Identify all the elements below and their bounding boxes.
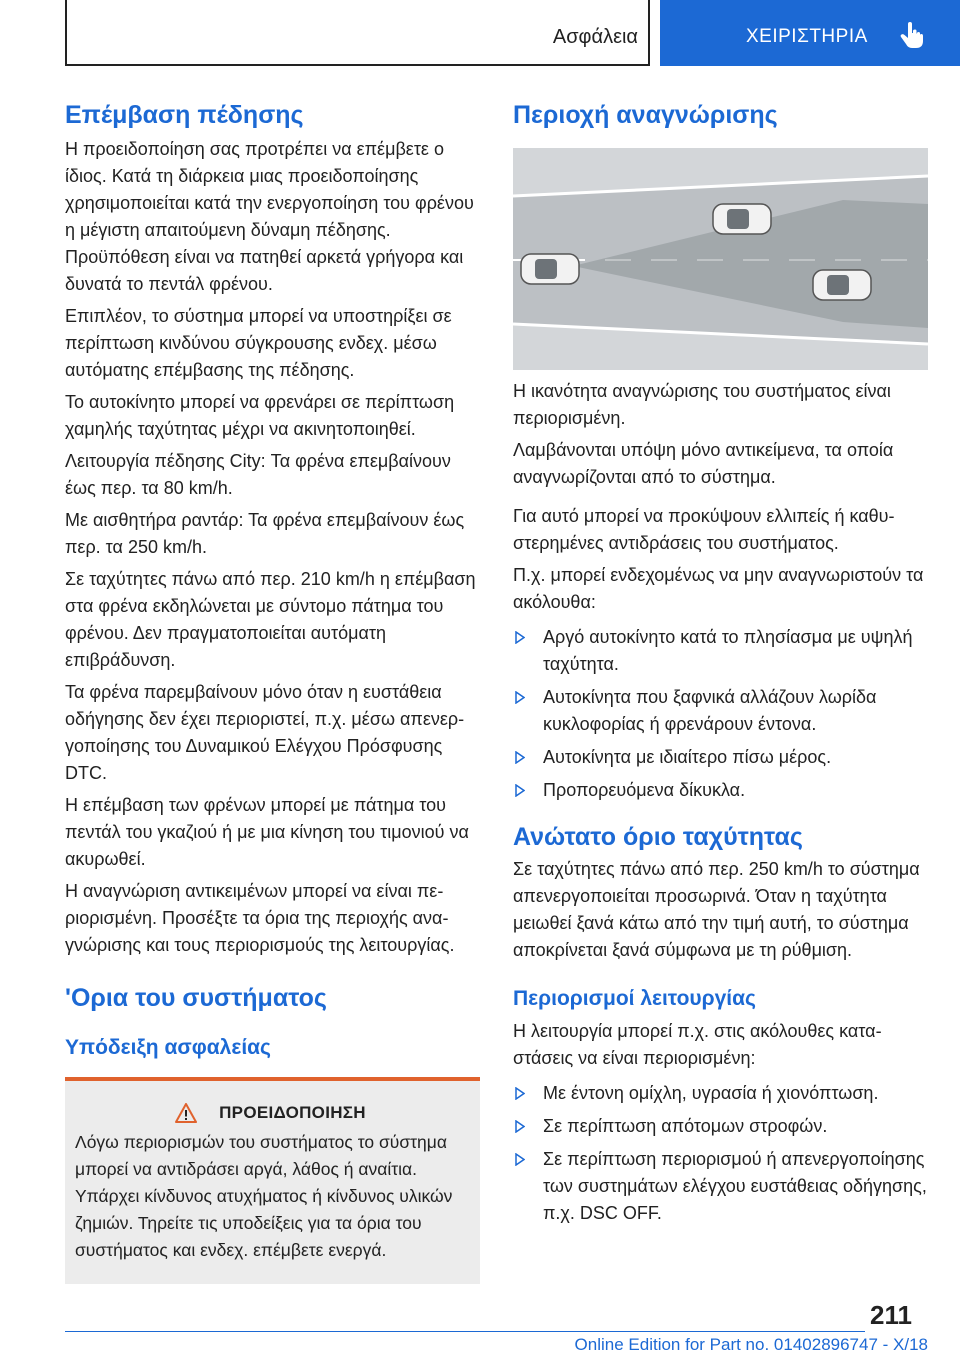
warning-box [65, 1077, 480, 1284]
paragraph: Λειτουργία πέδησης City: Τα φρένα επεμβαίνουν έως περ. τα 80 km/h. [65, 451, 451, 498]
bullet-triangle-icon [515, 751, 525, 764]
car-icon [813, 270, 871, 300]
bullet-triangle-icon [515, 1087, 525, 1100]
heading-max-speed: Ανώτατο όριο ταχύτητας [513, 823, 803, 851]
right-column [513, 100, 928, 1227]
list-item: Σε περίπτωση απότομων στροφών. [513, 1113, 928, 1140]
warning-header [75, 1103, 466, 1123]
paragraph: Τα φρένα παρεμβαίνουν μόνο όταν η ευστάθεια οδήγησης δεν έχει περιοριστεί, π.χ. μέσω απενεργοποίησης του Δυναμικού Ελέγχου Πρόσφυσης DTC. [65, 682, 465, 783]
paragraph: Σε ταχύτητες πάνω από περ. 210 km/h η επέμβαση στα φρένα εκδηλώνεται με σύντομο πάτημα του φρένου. Δεν πραγματοποιείται αυτόματη επιβράδυνση. [65, 569, 476, 670]
page-number: 211 [870, 1300, 912, 1330]
list-item: Προπορευόμενα δίκυκλα. [513, 777, 928, 804]
paragraph: Για αυτό μπορεί να προκύψουν ελλιπείς ή καθυστερημένες αντιδράσεις του συστήματος. [513, 506, 895, 553]
paragraph: Με αισθητήρα ραντάρ: Τα φρένα επεμβαίνουν έως περ. τα 250 km/h. [65, 510, 465, 557]
paragraph: Π.χ. μπορεί ενδεχομένως να μην αναγνωριστούν τα ακόλουθα: [513, 565, 924, 612]
paragraph: Η επέμβαση των φρένων μπορεί με πάτημα του πεντάλ του γκαζιού ή με μια κίνηση του τιμονιού να ακυρωθεί. [65, 795, 469, 869]
footer-edition: Online Edition for Part no. 01402896747 - X/18 [574, 1335, 928, 1354]
paragraph: Η προειδοποίηση σας προτρέπει να επέμβετε ο ίδιος. Κατά τη διάρκεια μιας προειδοποίησης χρησιμοποιείται κατά την ενεργοποίηση του φρένου η μέγιστη απαιτούμενη δύναμη πέδησης. Προϋπόθεση είναι να πατηθεί αρκετά γρήγορα και δυνατά το πεντάλ φρένου. [65, 139, 474, 294]
paragraph: Σε ταχύτητες πάνω από περ. 250 km/h το σύστημα απενεργοποιείται προσωρινά. Όταν η ταχύτητα μειωθεί ξανά κάτω από την τιμή αυτή, το σύστημα αποκρίνεται ξανά σύμφωνα με τη ρύθμιση. [513, 859, 920, 960]
car-icon [521, 254, 579, 284]
undetected-objects-list [513, 624, 928, 804]
bullet-triangle-icon [515, 1153, 525, 1166]
footer-rule [65, 1331, 865, 1332]
header-chapter-label: ΧΕΙΡΙΣΤΗΡΙΑ [746, 26, 868, 47]
paragraph: Η ικανότητα αναγνώρισης του συστήματος είναι περιορισμένη. [513, 381, 891, 428]
list-item: Αυτοκίνητα με ιδιαίτερο πίσω μέρος. [513, 744, 928, 771]
left-column [65, 100, 480, 1284]
warning-triangle-icon [175, 1103, 197, 1123]
bullet-triangle-icon [515, 691, 525, 704]
detection-range-illustration [513, 148, 928, 370]
heading-system-limits: 'Ορια του συστήματος [65, 984, 327, 1012]
heading-safety-note: Υπόδειξη ασφαλείας [65, 1036, 271, 1059]
bullet-triangle-icon [515, 784, 525, 797]
heading-detection-range: Περιοχή αναγνώρισης [513, 101, 778, 129]
function-limits-list [513, 1080, 928, 1227]
header-chapter-tab[interactable] [660, 0, 960, 66]
paragraph: Η λειτουργία μπορεί π.χ. στις ακόλουθες καταστάσεις να είναι περιορισμένη: [513, 1021, 882, 1068]
hand-pointer-icon [900, 22, 924, 48]
header-rule-left [65, 0, 67, 66]
car-icon [713, 204, 771, 234]
warning-text: Λόγω περιορισμών του συστήματος το σύστημα μπορεί να αντιδράσει αργά, λάθος ή αναίτια. Υπάρχει κίνδυνος ατυχήματος ή κίνδυνος υλικών ζημιών. Τηρείτε τις υποδείξεις για τα όρια του συστήματος και ενδεχ. επέμβετε ενεργά. [75, 1132, 453, 1260]
paragraph: Λαμβάνονται υπόψη μόνο αντικείμενα, τα οποία αναγνωρίζονται από το σύστημα. [513, 440, 894, 487]
list-item: Αργό αυτοκίνητο κατά το πλησίασμα με υψηλή ταχύτητα. [513, 624, 928, 678]
bullet-triangle-icon [515, 631, 525, 644]
header-rule-separator [648, 0, 650, 66]
warning-title: ΠΡΟΕΙΔΟΠΟΙΗΣΗ [219, 1103, 366, 1122]
heading-brake-intervention: Επέμβαση πέδησης [65, 101, 304, 129]
header-section-title: Ασφάλεια [552, 26, 638, 48]
road-illustration [513, 148, 928, 370]
list-item: Σε περίπτωση περιορισμού ή απενεργοποίησης των συστημάτων ελέγχου ευστάθειας οδήγησης, π.χ. DSC OFF. [513, 1146, 928, 1227]
list-item: Με έντονη ομίχλη, υγρασία ή χιονόπτωση. [513, 1080, 928, 1107]
paragraph: Το αυτοκίνητο μπορεί να φρενάρει σε περίπτωση χαμηλής ταχύτητας μέχρι να ακινητοποιηθεί. [65, 392, 455, 439]
paragraph: Η αναγνώριση αντικειμένων μπορεί να είναι περιορισμένη. Προσέξτε τα όρια της περιοχής αναγνώρισης και τους περιορισμούς της λειτουργίας. [65, 881, 455, 955]
paragraph: Επιπλέον, το σύστημα μπορεί να υποστηρίξει σε περίπτωση κινδύνου σύγκρουσης ενδεχ. μέσω αυτόματης επέμβασης της πέδησης. [65, 306, 452, 380]
header-rule-bottom [65, 64, 650, 66]
list-item: Αυτοκίνητα που ξαφνικά αλλάζουν λωρίδα κυκλοφορίας ή φρενάρουν έντονα. [513, 684, 928, 738]
bullet-triangle-icon [515, 1120, 525, 1133]
heading-function-limits: Περιορισμοί λειτουργίας [513, 987, 756, 1010]
